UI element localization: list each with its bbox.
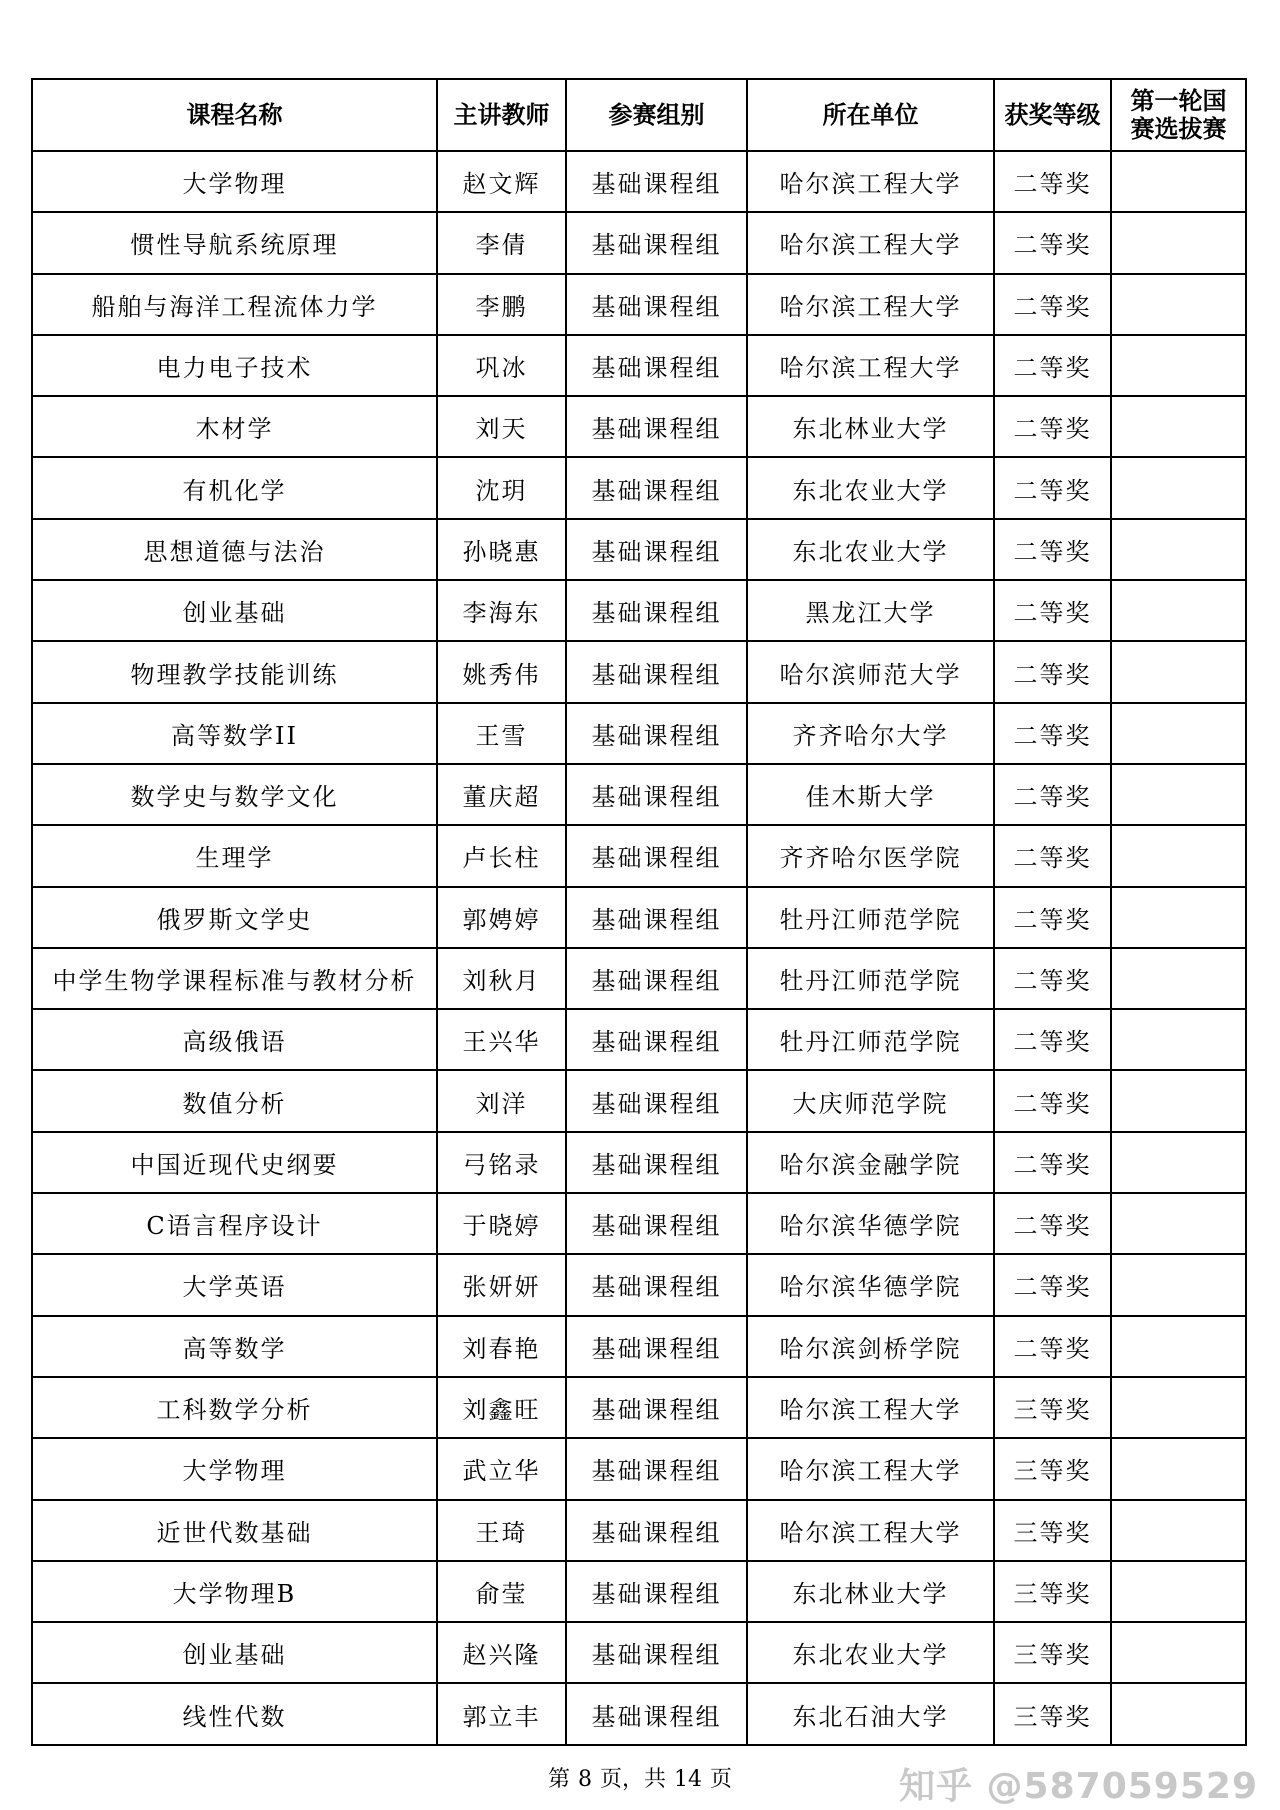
cell-selection	[1111, 1070, 1246, 1131]
cell-course-name: 大学物理	[32, 151, 437, 212]
cell-award: 二等奖	[994, 580, 1111, 641]
cell-award: 三等奖	[994, 1377, 1111, 1438]
cell-group: 基础课程组	[566, 519, 747, 580]
table-row	[32, 1254, 1246, 1315]
cell-unit: 东北农业大学	[747, 519, 994, 580]
cell-award: 二等奖	[994, 396, 1111, 457]
cell-selection	[1111, 1377, 1246, 1438]
table-body	[32, 151, 1246, 1745]
cell-teacher: 王琦	[437, 1500, 566, 1561]
cell-award: 二等奖	[994, 519, 1111, 580]
table-row	[32, 703, 1246, 764]
footer-middle: 页，共	[599, 1767, 666, 1792]
table-row	[32, 887, 1246, 948]
cell-award: 二等奖	[994, 1009, 1111, 1070]
cell-teacher: 刘春艳	[437, 1316, 566, 1377]
cell-group: 基础课程组	[566, 1377, 747, 1438]
footer-suffix: 页	[710, 1767, 733, 1792]
cell-teacher: 刘秋月	[437, 948, 566, 1009]
cell-teacher: 郭立丰	[437, 1683, 566, 1744]
table-row	[32, 457, 1246, 518]
cell-unit: 东北石油大学	[747, 1683, 994, 1744]
table-header-row	[32, 79, 1246, 151]
cell-group: 基础课程组	[566, 212, 747, 273]
cell-unit: 牡丹江师范学院	[747, 887, 994, 948]
table-row	[32, 1683, 1246, 1744]
cell-teacher: 武立华	[437, 1438, 566, 1499]
header-unit: 所在单位	[747, 79, 994, 151]
cell-award: 二等奖	[994, 764, 1111, 825]
cell-course-name: 电力电子技术	[32, 335, 437, 396]
cell-course-name: 生理学	[32, 825, 437, 886]
cell-unit: 东北农业大学	[747, 1622, 994, 1683]
cell-unit: 大庆师范学院	[747, 1070, 994, 1131]
cell-group: 基础课程组	[566, 641, 747, 702]
cell-group: 基础课程组	[566, 825, 747, 886]
cell-teacher: 王兴华	[437, 1009, 566, 1070]
cell-course-name: 木材学	[32, 396, 437, 457]
cell-group: 基础课程组	[566, 396, 747, 457]
cell-award: 三等奖	[994, 1561, 1111, 1622]
cell-course-name: 中国近现代史纲要	[32, 1132, 437, 1193]
award-table	[31, 78, 1247, 1746]
table-row	[32, 1622, 1246, 1683]
footer-page-number: 8	[577, 1767, 592, 1792]
cell-teacher: 俞莹	[437, 1561, 566, 1622]
cell-selection	[1111, 641, 1246, 702]
cell-selection	[1111, 1009, 1246, 1070]
cell-selection	[1111, 703, 1246, 764]
cell-award: 二等奖	[994, 212, 1111, 273]
cell-selection	[1111, 151, 1246, 212]
cell-group: 基础课程组	[566, 1683, 747, 1744]
cell-selection	[1111, 1683, 1246, 1744]
footer-prefix: 第	[547, 1767, 570, 1792]
cell-selection	[1111, 1132, 1246, 1193]
cell-course-name: 物理教学技能训练	[32, 641, 437, 702]
cell-course-name: 近世代数基础	[32, 1500, 437, 1561]
cell-group: 基础课程组	[566, 1009, 747, 1070]
table-row	[32, 825, 1246, 886]
header-group: 参赛组别	[566, 79, 747, 151]
cell-unit: 齐齐哈尔大学	[747, 703, 994, 764]
cell-award: 二等奖	[994, 887, 1111, 948]
cell-award: 二等奖	[994, 1070, 1111, 1131]
cell-teacher: 刘天	[437, 396, 566, 457]
cell-teacher: 沈玥	[437, 457, 566, 518]
cell-selection	[1111, 580, 1246, 641]
cell-selection	[1111, 1193, 1246, 1254]
cell-teacher: 李鹏	[437, 274, 566, 335]
cell-award: 二等奖	[994, 457, 1111, 518]
cell-course-name: 大学物理	[32, 1438, 437, 1499]
table-row	[32, 274, 1246, 335]
cell-award: 二等奖	[994, 335, 1111, 396]
cell-unit: 哈尔滨工程大学	[747, 274, 994, 335]
cell-unit: 牡丹江师范学院	[747, 948, 994, 1009]
header-selection: 第一轮国 赛选拔赛	[1111, 79, 1246, 151]
cell-selection	[1111, 212, 1246, 273]
cell-award: 二等奖	[994, 151, 1111, 212]
cell-unit: 哈尔滨剑桥学院	[747, 1316, 994, 1377]
cell-award: 三等奖	[994, 1622, 1111, 1683]
cell-selection	[1111, 887, 1246, 948]
header-course-name: 课程名称	[32, 79, 437, 151]
table-row	[32, 1500, 1246, 1561]
cell-group: 基础课程组	[566, 457, 747, 518]
cell-award: 三等奖	[994, 1500, 1111, 1561]
cell-course-name: 大学英语	[32, 1254, 437, 1315]
cell-award: 三等奖	[994, 1683, 1111, 1744]
cell-unit: 黑龙江大学	[747, 580, 994, 641]
cell-unit: 哈尔滨工程大学	[747, 151, 994, 212]
table-row	[32, 948, 1246, 1009]
cell-group: 基础课程组	[566, 580, 747, 641]
cell-course-name: 俄罗斯文学史	[32, 887, 437, 948]
cell-group: 基础课程组	[566, 1070, 747, 1131]
table-row	[32, 519, 1246, 580]
table-row	[32, 764, 1246, 825]
cell-selection	[1111, 764, 1246, 825]
cell-selection	[1111, 1316, 1246, 1377]
cell-teacher: 刘鑫旺	[437, 1377, 566, 1438]
table-row	[32, 1193, 1246, 1254]
cell-teacher: 弓铭录	[437, 1132, 566, 1193]
table-row	[32, 1009, 1246, 1070]
header-award: 获奖等级	[994, 79, 1111, 151]
cell-unit: 哈尔滨工程大学	[747, 1377, 994, 1438]
cell-selection	[1111, 948, 1246, 1009]
cell-group: 基础课程组	[566, 335, 747, 396]
cell-course-name: 船舶与海洋工程流体力学	[32, 274, 437, 335]
cell-teacher: 卢长柱	[437, 825, 566, 886]
header-teacher: 主讲教师	[437, 79, 566, 151]
cell-unit: 哈尔滨师范大学	[747, 641, 994, 702]
cell-group: 基础课程组	[566, 1316, 747, 1377]
cell-course-name: 工科数学分析	[32, 1377, 437, 1438]
cell-selection	[1111, 1500, 1246, 1561]
cell-award: 二等奖	[994, 274, 1111, 335]
cell-award: 二等奖	[994, 1316, 1111, 1377]
cell-unit: 牡丹江师范学院	[747, 1009, 994, 1070]
table-row	[32, 335, 1246, 396]
cell-group: 基础课程组	[566, 1622, 747, 1683]
cell-course-name: 思想道德与法治	[32, 519, 437, 580]
cell-course-name: 大学物理B	[32, 1561, 437, 1622]
cell-course-name: 惯性导航系统原理	[32, 212, 437, 273]
cell-selection	[1111, 335, 1246, 396]
cell-group: 基础课程组	[566, 764, 747, 825]
cell-unit: 佳木斯大学	[747, 764, 994, 825]
cell-teacher: 郭娉婷	[437, 887, 566, 948]
table-row	[32, 151, 1246, 212]
cell-group: 基础课程组	[566, 1132, 747, 1193]
cell-teacher: 赵兴隆	[437, 1622, 566, 1683]
cell-selection	[1111, 1254, 1246, 1315]
cell-unit: 哈尔滨工程大学	[747, 212, 994, 273]
cell-course-name: 数学史与数学文化	[32, 764, 437, 825]
cell-course-name: 高级俄语	[32, 1009, 437, 1070]
cell-award: 二等奖	[994, 641, 1111, 702]
cell-course-name: 创业基础	[32, 580, 437, 641]
cell-teacher: 孙晓惠	[437, 519, 566, 580]
cell-group: 基础课程组	[566, 1193, 747, 1254]
table-row	[32, 1070, 1246, 1131]
cell-group: 基础课程组	[566, 1438, 747, 1499]
cell-award: 二等奖	[994, 948, 1111, 1009]
cell-course-name: 数值分析	[32, 1070, 437, 1131]
footer-total-pages: 14	[674, 1767, 702, 1792]
table-row	[32, 1377, 1246, 1438]
cell-group: 基础课程组	[566, 274, 747, 335]
cell-course-name: 创业基础	[32, 1622, 437, 1683]
cell-teacher: 张妍妍	[437, 1254, 566, 1315]
table-row	[32, 1316, 1246, 1377]
cell-teacher: 姚秀伟	[437, 641, 566, 702]
cell-award: 二等奖	[994, 703, 1111, 764]
cell-course-name: 高等数学II	[32, 703, 437, 764]
cell-course-name: 中学生物学课程标准与教材分析	[32, 948, 437, 1009]
cell-group: 基础课程组	[566, 1561, 747, 1622]
cell-teacher: 于晓婷	[437, 1193, 566, 1254]
cell-unit: 哈尔滨金融学院	[747, 1132, 994, 1193]
cell-group: 基础课程组	[566, 703, 747, 764]
cell-group: 基础课程组	[566, 1500, 747, 1561]
cell-unit: 哈尔滨工程大学	[747, 1438, 994, 1499]
table-row	[32, 580, 1246, 641]
cell-course-name: 有机化学	[32, 457, 437, 518]
cell-teacher: 李倩	[437, 212, 566, 273]
cell-selection	[1111, 274, 1246, 335]
cell-selection	[1111, 1438, 1246, 1499]
cell-group: 基础课程组	[566, 948, 747, 1009]
table-row	[32, 1438, 1246, 1499]
cell-award: 三等奖	[994, 1438, 1111, 1499]
cell-unit: 哈尔滨工程大学	[747, 1500, 994, 1561]
cell-unit: 东北林业大学	[747, 1561, 994, 1622]
table-row	[32, 1561, 1246, 1622]
cell-unit: 哈尔滨华德学院	[747, 1193, 994, 1254]
table-row	[32, 1132, 1246, 1193]
cell-award: 二等奖	[994, 1254, 1111, 1315]
cell-selection	[1111, 519, 1246, 580]
watermark: 知乎 @587059529	[899, 1766, 1258, 1807]
cell-unit: 东北林业大学	[747, 396, 994, 457]
cell-award: 二等奖	[994, 1193, 1111, 1254]
cell-award: 二等奖	[994, 1132, 1111, 1193]
cell-teacher: 董庆超	[437, 764, 566, 825]
cell-teacher: 刘洋	[437, 1070, 566, 1131]
cell-unit: 东北农业大学	[747, 457, 994, 518]
cell-selection	[1111, 457, 1246, 518]
cell-selection	[1111, 1561, 1246, 1622]
table-row	[32, 396, 1246, 457]
cell-teacher: 王雪	[437, 703, 566, 764]
cell-teacher: 巩冰	[437, 335, 566, 396]
cell-group: 基础课程组	[566, 1254, 747, 1315]
cell-selection	[1111, 825, 1246, 886]
cell-award: 二等奖	[994, 825, 1111, 886]
cell-teacher: 李海东	[437, 580, 566, 641]
cell-unit: 齐齐哈尔医学院	[747, 825, 994, 886]
cell-course-name: 线性代数	[32, 1683, 437, 1744]
cell-course-name: 高等数学	[32, 1316, 437, 1377]
table-row	[32, 641, 1246, 702]
cell-group: 基础课程组	[566, 887, 747, 948]
cell-course-name: C语言程序设计	[32, 1193, 437, 1254]
table-row	[32, 212, 1246, 273]
cell-unit: 哈尔滨华德学院	[747, 1254, 994, 1315]
cell-selection	[1111, 396, 1246, 457]
cell-selection	[1111, 1622, 1246, 1683]
cell-unit: 哈尔滨工程大学	[747, 335, 994, 396]
cell-group: 基础课程组	[566, 151, 747, 212]
cell-teacher: 赵文辉	[437, 151, 566, 212]
